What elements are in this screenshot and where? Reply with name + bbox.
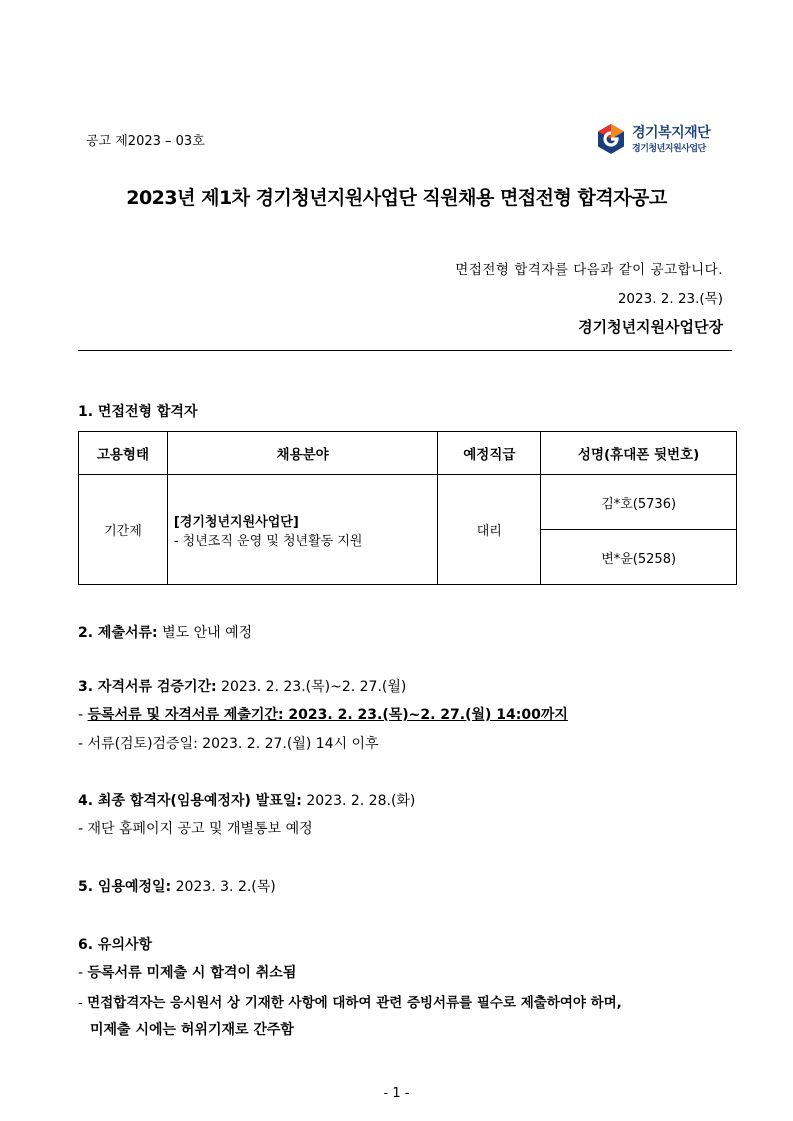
rank-cell: 대리 xyxy=(438,475,541,585)
bullet: - xyxy=(78,821,84,837)
submission-period: 등록서류 및 자격서류 제출기간: 2023. 2. 23.(목)~2. 27.(월) 14:00까지 xyxy=(87,707,568,723)
section-2-label: 2. 제출서류: xyxy=(78,625,158,641)
section-5-label: 5. 임용예정일: xyxy=(78,879,172,895)
verification-date: 서류(검토)검증일: 2023. 2. 27.(월) 14시 이후 xyxy=(87,736,379,752)
logo-mark-icon xyxy=(594,122,628,156)
section-3-label: 3. 자격서류 검증기간: xyxy=(78,679,217,695)
caution-2-continued: 미제출 시에는 허위기재로 간주함 xyxy=(90,1022,294,1038)
intro-text: 면접전형 합격자를 다음과 같이 공고합니다. xyxy=(455,262,723,278)
column-header: 예정직급 xyxy=(438,432,541,475)
section-6-item xyxy=(78,962,296,982)
field-cell xyxy=(167,475,438,585)
signer: 경기청년지원사업단장 xyxy=(578,318,723,336)
table-header-row xyxy=(79,432,737,475)
section-2 xyxy=(78,622,252,642)
section-6-heading: 6. 유의사항 xyxy=(78,937,153,953)
caution-2: 면접합격자는 응시원서 상 기재한 사항에 대하여 관련 증빙서류를 필수로 제출하여야 하며, xyxy=(87,995,622,1011)
section-3 xyxy=(78,676,406,696)
section-6-item xyxy=(78,991,622,1011)
column-header: 성명(휴대폰 뒷번호) xyxy=(541,432,737,475)
foundation-logo xyxy=(594,122,724,156)
caution-1: 등록서류 미제출 시 합격이 취소됨 xyxy=(87,965,297,981)
page-number: - 1 - xyxy=(383,1086,410,1101)
section-3-value: 2023. 2. 23.(목)~2. 27.(월) xyxy=(221,679,407,695)
field-title: [경기청년지원사업단] xyxy=(173,514,299,530)
section-2-value: 별도 안내 예정 xyxy=(162,625,253,641)
divider xyxy=(78,350,732,351)
field-description: - 청년조직 운영 및 청년활동 지원 xyxy=(173,533,363,549)
page-title: 2023년 제1차 경기청년지원사업단 직원채용 면접전형 합격자공고 xyxy=(126,187,667,209)
bullet: - xyxy=(78,736,84,752)
notice-number: 공고 제2023 – 03호 xyxy=(86,134,205,149)
section-3-item xyxy=(78,733,379,753)
column-header: 채용분야 xyxy=(167,432,438,475)
notice-date: 2023. 2. 23.(목) xyxy=(617,291,723,307)
section-4 xyxy=(78,790,415,810)
section-4-item xyxy=(78,818,313,838)
announcement-method: 재단 홈페이지 공고 및 개별통보 예정 xyxy=(87,821,313,837)
results-table xyxy=(78,431,737,585)
candidate-name: 김*호(5736) xyxy=(541,475,737,530)
section-1-heading: 1. 면접전형 합격자 xyxy=(78,404,198,420)
section-3-item xyxy=(78,704,568,724)
bullet: - xyxy=(78,707,84,723)
candidate-name: 변*윤(5258) xyxy=(541,530,737,585)
employment-type-cell: 기간제 xyxy=(79,475,168,585)
logo-name: 경기복지재단 xyxy=(632,125,711,141)
section-4-value: 2023. 2. 28.(화) xyxy=(306,793,416,809)
section-5-value: 2023. 3. 2.(목) xyxy=(175,879,276,895)
column-header: 고용형태 xyxy=(79,432,168,475)
bullet: - xyxy=(78,965,84,981)
table-row xyxy=(79,475,737,530)
section-4-label: 4. 최종 합격자(임용예정자) 발표일: xyxy=(78,793,302,809)
section-5 xyxy=(78,876,276,896)
logo-subtitle: 경기청년지원사업단 xyxy=(632,144,706,154)
bullet: - xyxy=(78,995,83,1011)
